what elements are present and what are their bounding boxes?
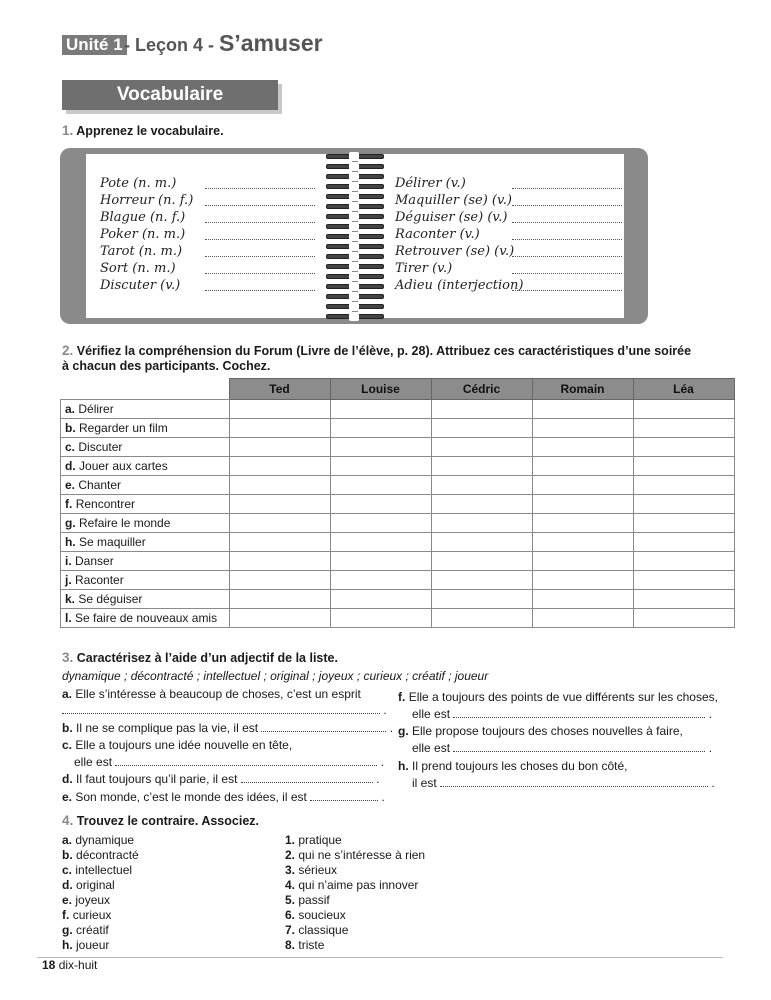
checkbox-cell[interactable]	[633, 419, 734, 438]
ex2-title-line1: Vérifiez la compréhension du Forum (Livre de l’élève, p. 28). Attribuez ces caractéristiques d’une soirée	[76, 344, 692, 358]
page-word: dix-huit	[58, 958, 98, 972]
vocab-right-5: Retrouver (se) (v.)	[395, 244, 515, 259]
checkbox-cell[interactable]	[330, 533, 431, 552]
answer-line[interactable]	[205, 272, 315, 274]
answer-line[interactable]	[261, 730, 386, 732]
activity-cell	[61, 533, 230, 552]
spiral-ring	[326, 184, 384, 189]
sentence-text: elle est	[412, 741, 451, 755]
list-item[interactable]	[285, 863, 425, 878]
period: .	[711, 776, 715, 790]
checkbox-cell[interactable]	[532, 419, 633, 438]
answer-line[interactable]	[453, 716, 705, 718]
table-row	[61, 609, 735, 628]
ex4-number: 4.	[62, 813, 74, 828]
sentence-c	[62, 738, 292, 752]
vocab-left-7: Discuter (v.)	[100, 278, 181, 293]
answer-line[interactable]	[512, 204, 622, 206]
checkbox-cell[interactable]	[532, 533, 633, 552]
item-letter: d.	[65, 459, 76, 473]
sentence-a	[62, 687, 361, 701]
table-row	[61, 552, 735, 571]
checkbox-cell[interactable]	[633, 476, 734, 495]
list-item[interactable]	[285, 833, 425, 848]
ex4-adjectives	[62, 833, 139, 953]
spiral-ring	[326, 154, 384, 159]
list-item[interactable]	[285, 878, 425, 893]
spiral-ring	[326, 314, 384, 319]
item-text: curieux	[72, 908, 112, 922]
vocab-left-3: Blague (n. f.)	[100, 210, 186, 225]
answer-line[interactable]	[62, 712, 380, 714]
item-letter: l.	[65, 611, 72, 625]
activity-label: Refaire le monde	[79, 516, 171, 530]
activity-label: Délirer	[78, 402, 114, 416]
table-row	[61, 533, 735, 552]
list-item[interactable]	[285, 893, 425, 908]
checkbox-cell[interactable]	[330, 571, 431, 590]
checkbox-cell[interactable]	[532, 609, 633, 628]
checkbox-cell[interactable]	[431, 571, 532, 590]
answer-line[interactable]	[512, 221, 622, 223]
sentence-text: Elle propose toujours des choses nouvelles à faire,	[412, 724, 683, 738]
sentence-text: elle est	[412, 707, 451, 721]
sentence-text: Il faut toujours qu’il parie, il est	[76, 772, 238, 786]
checkbox-cell[interactable]	[330, 609, 431, 628]
activity-cell	[61, 571, 230, 590]
activity-label: Se déguiser	[78, 592, 143, 606]
column-header: Romain	[532, 379, 633, 400]
notebook-left-page	[86, 154, 352, 318]
period: .	[380, 755, 385, 769]
checkbox-cell[interactable]	[229, 533, 330, 552]
item-letter: d.	[62, 772, 73, 786]
period: .	[708, 707, 713, 721]
list-item[interactable]	[285, 923, 425, 938]
participants-table	[60, 378, 735, 628]
table-row	[61, 476, 735, 495]
spiral-ring	[326, 194, 384, 199]
list-item[interactable]	[62, 878, 139, 893]
answer-line[interactable]	[205, 238, 315, 240]
checkbox-cell[interactable]	[633, 495, 734, 514]
vocab-left-1: Pote (n. m.)	[100, 176, 177, 191]
list-item[interactable]	[62, 848, 139, 863]
table-row	[61, 457, 735, 476]
activity-label: Danser	[75, 554, 114, 568]
sentence-h	[398, 759, 627, 773]
vocab-left-5: Tarot (n. m.)	[100, 244, 183, 259]
table-corner	[61, 379, 230, 400]
ex1-number: 1.	[62, 123, 74, 138]
checkbox-cell[interactable]	[532, 400, 633, 419]
item-label: 7.	[285, 923, 296, 937]
answer-line[interactable]	[453, 750, 705, 752]
vocab-right-7: Adieu (interjection)	[395, 278, 524, 293]
checkbox-cell[interactable]	[633, 400, 734, 419]
item-text: qui ne s’intéresse à rien	[298, 848, 426, 862]
spiral-ring	[326, 274, 384, 279]
vocab-right-4: Raconter (v.)	[395, 227, 480, 242]
spiral-ring	[326, 174, 384, 179]
item-letter: j.	[65, 573, 72, 587]
table-row	[61, 495, 735, 514]
period: .	[708, 741, 713, 755]
page-number: 18	[42, 958, 56, 972]
answer-line[interactable]	[115, 764, 377, 766]
notebook-right-page	[358, 154, 624, 318]
answer-line[interactable]	[512, 272, 622, 274]
item-label: d.	[62, 878, 73, 892]
checkbox-cell[interactable]	[229, 457, 330, 476]
checkbox-cell[interactable]	[431, 476, 532, 495]
table-row	[61, 590, 735, 609]
checkbox-cell[interactable]	[330, 552, 431, 571]
spiral-ring	[326, 224, 384, 229]
section-banner	[62, 80, 278, 110]
item-label: 3.	[285, 863, 296, 877]
spiral-ring	[326, 294, 384, 299]
item-label: 2.	[285, 848, 296, 862]
ex1-heading	[62, 123, 224, 138]
vocab-left-2: Horreur (n. f.)	[100, 193, 194, 208]
item-label: b.	[62, 848, 73, 862]
item-letter: h.	[398, 759, 409, 773]
sentence-g	[398, 724, 683, 738]
ex2-title-line2: à chacun des participants. Cochez.	[62, 359, 271, 373]
checkbox-cell[interactable]	[431, 438, 532, 457]
sentence-text: Elle a toujours une idée nouvelle en tête,	[75, 738, 293, 752]
list-item[interactable]	[62, 938, 139, 953]
item-letter: a.	[62, 687, 73, 701]
list-item[interactable]	[285, 848, 425, 863]
item-label: g.	[62, 923, 73, 937]
checkbox-cell[interactable]	[229, 552, 330, 571]
column-header: Ted	[229, 379, 330, 400]
list-item[interactable]	[62, 923, 139, 938]
checkbox-cell[interactable]	[229, 590, 330, 609]
checkbox-cell[interactable]	[431, 457, 532, 476]
activity-cell	[61, 609, 230, 628]
vocab-right-3: Déguiser (se) (v.)	[395, 210, 508, 225]
item-text: décontracté	[76, 848, 139, 862]
checkbox-cell[interactable]	[229, 438, 330, 457]
item-letter: e.	[62, 790, 73, 804]
answer-line[interactable]	[512, 238, 622, 240]
activity-label: Raconter	[75, 573, 124, 587]
activity-label: Se maquiller	[79, 535, 146, 549]
item-text: joyeux	[75, 893, 111, 907]
activity-label: Discuter	[78, 440, 123, 454]
activity-cell	[61, 495, 230, 514]
checkbox-cell[interactable]	[431, 400, 532, 419]
checkbox-cell[interactable]	[532, 476, 633, 495]
item-label: 6.	[285, 908, 296, 922]
checkbox-cell[interactable]	[633, 571, 734, 590]
ex2-number: 2.	[62, 343, 74, 358]
checkbox-cell[interactable]	[532, 571, 633, 590]
sentence-d	[62, 772, 379, 786]
activity-cell	[61, 514, 230, 533]
checkbox-cell[interactable]	[633, 438, 734, 457]
item-text: triste	[298, 938, 325, 952]
item-label: 4.	[285, 878, 296, 892]
checkbox-cell[interactable]	[229, 514, 330, 533]
answer-a[interactable]	[62, 703, 387, 717]
table-row	[61, 400, 735, 419]
spiral-ring	[326, 234, 384, 239]
sentence-b	[62, 721, 393, 735]
answer-line[interactable]	[205, 289, 315, 291]
spiral-ring	[326, 284, 384, 289]
vocab-left-4: Poker (n. m.)	[100, 227, 186, 242]
checkbox-cell[interactable]	[229, 609, 330, 628]
item-text: soucieux	[298, 908, 346, 922]
item-letter: i.	[65, 554, 72, 568]
item-letter: k.	[65, 592, 76, 606]
checkbox-cell[interactable]	[229, 476, 330, 495]
item-text: qui n’aime pas innover	[298, 878, 419, 892]
item-letter: g.	[65, 516, 76, 530]
item-text: joueur	[76, 938, 110, 952]
column-header: Cédric	[431, 379, 532, 400]
item-letter: b.	[62, 721, 73, 735]
lesson-heading	[124, 30, 323, 57]
checkbox-cell[interactable]	[633, 533, 734, 552]
activity-label: Jouer aux cartes	[79, 459, 168, 473]
item-text: intellectuel	[75, 863, 133, 877]
item-letter: f.	[398, 690, 406, 704]
column-header: Léa	[633, 379, 734, 400]
spiral-ring	[326, 254, 384, 259]
activity-label: Regarder un film	[79, 421, 168, 435]
item-letter: h.	[65, 535, 76, 549]
item-label: 1.	[285, 833, 296, 847]
activity-label: Chanter	[78, 478, 122, 492]
item-letter: c.	[65, 440, 76, 454]
column-header: Louise	[330, 379, 431, 400]
checkbox-cell[interactable]	[330, 514, 431, 533]
spiral-ring	[326, 164, 384, 169]
item-text: classique	[298, 923, 349, 937]
checkbox-cell[interactable]	[431, 514, 532, 533]
lesson-label: - Leçon 4 -	[124, 35, 215, 55]
activity-cell	[61, 476, 230, 495]
item-text: original	[76, 878, 115, 892]
checkbox-cell[interactable]	[431, 609, 532, 628]
list-item[interactable]	[285, 938, 425, 953]
checkbox-cell[interactable]	[431, 590, 532, 609]
sentence-e	[62, 790, 385, 804]
list-item[interactable]	[62, 833, 139, 848]
ex3-heading	[62, 650, 338, 665]
activity-cell	[61, 457, 230, 476]
unit-badge: Unité 1	[62, 35, 127, 55]
item-label: a.	[62, 833, 73, 847]
item-letter: e.	[65, 478, 76, 492]
sentence-text: il est	[412, 776, 437, 790]
answer-line[interactable]	[310, 799, 378, 801]
checkbox-cell[interactable]	[330, 438, 431, 457]
list-item[interactable]	[285, 908, 425, 923]
sentence-text: elle est	[74, 755, 113, 769]
checkbox-cell[interactable]	[532, 552, 633, 571]
lesson-title: S’amuser	[219, 30, 323, 56]
item-letter: g.	[398, 724, 409, 738]
checkbox-cell[interactable]	[633, 609, 734, 628]
item-label: f.	[62, 908, 70, 922]
period: .	[381, 790, 385, 804]
checkbox-cell[interactable]	[431, 533, 532, 552]
footer-rule	[37, 957, 723, 958]
ex2-heading	[62, 343, 691, 358]
activity-cell	[61, 400, 230, 419]
period: .	[383, 703, 387, 717]
sentence-f	[398, 690, 718, 704]
vocab-right-1: Délirer (v.)	[395, 176, 466, 191]
ex4-heading	[62, 813, 259, 828]
sentence-text: Elle a toujours des points de vue différents sur les choses,	[408, 690, 718, 704]
answer-line[interactable]	[205, 255, 315, 257]
answer-line[interactable]	[241, 781, 373, 783]
item-letter: c.	[62, 738, 73, 752]
answer-line[interactable]	[205, 187, 315, 189]
spiral-ring	[326, 304, 384, 309]
checkbox-cell[interactable]	[633, 457, 734, 476]
item-letter: f.	[65, 497, 73, 511]
activity-label: Rencontrer	[75, 497, 136, 511]
item-label: e.	[62, 893, 73, 907]
vocab-right-2: Maquiller (se) (v.)	[395, 193, 512, 208]
item-label: 5.	[285, 893, 296, 907]
table-row	[61, 571, 735, 590]
checkbox-cell[interactable]	[330, 419, 431, 438]
sentence-h-cont	[412, 776, 715, 790]
answer-line[interactable]	[512, 187, 622, 189]
answer-line[interactable]	[205, 204, 315, 206]
item-text: passif	[298, 893, 330, 907]
checkbox-cell[interactable]	[330, 476, 431, 495]
sentence-text: Il ne se complique pas la vie, il est	[76, 721, 259, 735]
spiral-ring	[326, 204, 384, 209]
checkbox-cell[interactable]	[532, 438, 633, 457]
checkbox-cell[interactable]	[431, 552, 532, 571]
activity-cell	[61, 590, 230, 609]
ex3-number: 3.	[62, 650, 74, 665]
table-row	[61, 514, 735, 533]
checkbox-cell[interactable]	[633, 590, 734, 609]
answer-line[interactable]	[512, 289, 622, 291]
list-item[interactable]	[62, 893, 139, 908]
activity-cell	[61, 552, 230, 571]
vocab-left-6: Sort (n. m.)	[100, 261, 176, 276]
table-row	[61, 438, 735, 457]
page-footer	[42, 958, 97, 972]
section-title: Vocabulaire	[116, 84, 224, 105]
checkbox-cell[interactable]	[532, 457, 633, 476]
item-text: créatif	[76, 923, 109, 937]
ex3-title: Caractérisez à l’aide d’un adjectif de la liste.	[76, 651, 338, 665]
checkbox-cell[interactable]	[633, 514, 734, 533]
adjective-list: dynamique ; décontracté ; intellectuel ; original ; joyeux ; curieux ; créatif ; joueur	[62, 669, 489, 683]
item-letter: a.	[65, 402, 76, 416]
sentence-g-cont	[412, 741, 712, 755]
ex1-title: Apprenez le vocabulaire.	[76, 124, 224, 138]
answer-line[interactable]	[205, 221, 315, 223]
vocab-notebook	[60, 148, 648, 324]
sentence-text: Elle s’intéresse à beaucoup de choses, c’est un esprit	[75, 687, 361, 701]
ex4-title: Trouvez le contraire. Associez.	[76, 814, 259, 828]
sentence-text: Il prend toujours les choses du bon côté,	[412, 759, 628, 773]
activity-cell	[61, 419, 230, 438]
activity-label: Se faire de nouveaux amis	[75, 611, 218, 625]
checkbox-cell[interactable]	[532, 514, 633, 533]
checkbox-cell[interactable]	[330, 495, 431, 514]
ex4-opposites	[285, 833, 425, 953]
list-item[interactable]	[62, 908, 139, 923]
activity-cell	[61, 438, 230, 457]
checkbox-cell[interactable]	[431, 495, 532, 514]
item-text: sérieux	[298, 863, 338, 877]
checkbox-cell[interactable]	[229, 400, 330, 419]
period: .	[389, 721, 394, 735]
list-item[interactable]	[62, 863, 139, 878]
item-label: c.	[62, 863, 73, 877]
sentence-text: Son monde, c’est le monde des idées, il est	[75, 790, 307, 804]
checkbox-cell[interactable]	[330, 590, 431, 609]
spiral-ring	[326, 264, 384, 269]
sentence-f-cont	[412, 707, 712, 721]
answer-line[interactable]	[440, 785, 708, 787]
item-label: 8.	[285, 938, 296, 952]
checkbox-cell[interactable]	[633, 552, 734, 571]
item-letter: b.	[65, 421, 76, 435]
checkbox-cell[interactable]	[229, 495, 330, 514]
checkbox-cell[interactable]	[431, 419, 532, 438]
item-text: dynamique	[75, 833, 135, 847]
answer-line[interactable]	[512, 255, 622, 257]
checkbox-cell[interactable]	[330, 400, 431, 419]
checkbox-cell[interactable]	[229, 419, 330, 438]
period: .	[376, 772, 380, 786]
spiral-ring	[326, 244, 384, 249]
vocab-right-6: Tirer (v.)	[395, 261, 453, 276]
checkbox-cell[interactable]	[229, 571, 330, 590]
checkbox-cell[interactable]	[532, 495, 633, 514]
spiral-ring	[326, 214, 384, 219]
item-text: pratique	[298, 833, 342, 847]
checkbox-cell[interactable]	[532, 590, 633, 609]
table-row	[61, 419, 735, 438]
sentence-c-cont	[74, 755, 384, 769]
checkbox-cell[interactable]	[330, 457, 431, 476]
item-label: h.	[62, 938, 73, 952]
